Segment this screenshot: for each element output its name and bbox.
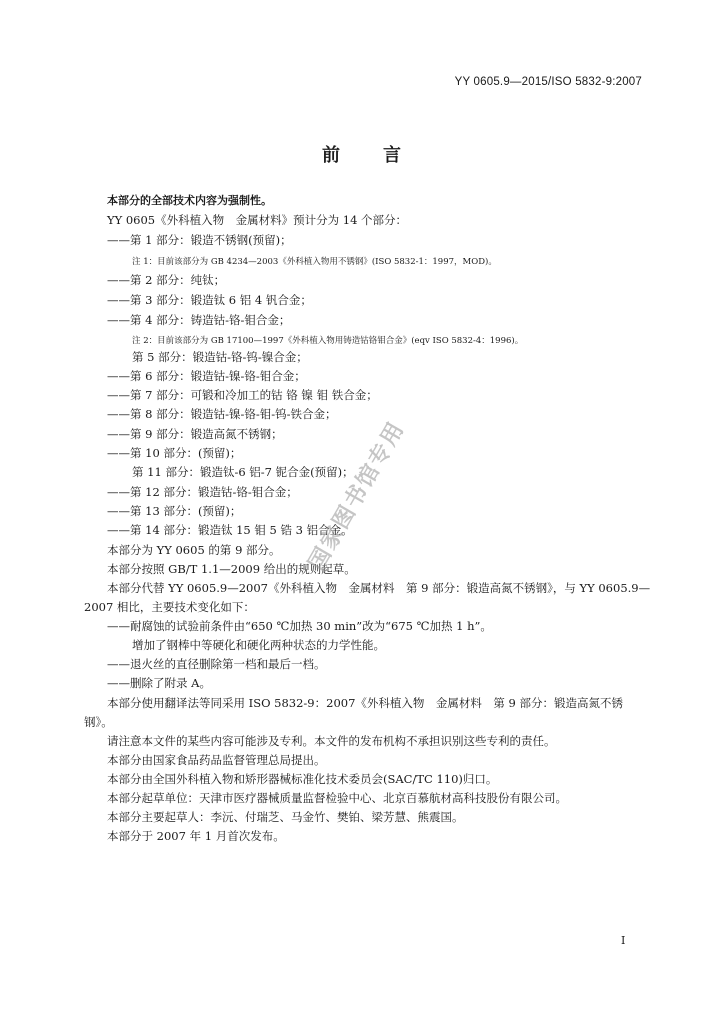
paragraph: 本部分于 2007 年 1 月首次发布。 xyxy=(107,829,285,843)
paragraph-replaces-cont: 2007 相比，主要技术变化如下： xyxy=(84,600,255,614)
paragraph-iso-cont: 钢》。 xyxy=(84,715,113,729)
page-number: I xyxy=(621,934,626,947)
list-item: ——第 4 部分：铸造钴-铬-钼合金； xyxy=(107,313,291,327)
paragraph-parts-intro: YY 0605《外科植入物 金属材料》预计分为 14 个部分： xyxy=(107,213,408,227)
note-2: 注 2：目前该部分为 GB 17100—1997《外科植入物用铸造钴铬钼合金》(eqv ISO 5832-4：1996)。 xyxy=(132,336,524,346)
paragraph: 本部分主要起草人：李沅、付瑞芝、马金竹、樊铂、梁芳慧、熊震国。 xyxy=(107,810,464,824)
paragraph-mandatory: 本部分的全部技术内容为强制性。 xyxy=(107,194,272,207)
list-item: ——第 3 部分：锻造钛 6 铝 4 钒合金； xyxy=(107,293,312,307)
list-item: ——第 10 部分：(预留)； xyxy=(107,446,242,460)
list-item: ——删除了附录 A。 xyxy=(107,676,211,690)
list-item: ——第 1 部分：锻造不锈钢(预留)； xyxy=(107,233,292,247)
note-1: 注 1：目前该部分为 GB 4234—2003《外科植入物用不锈钢》(ISO 5832-1：1997，MOD)。 xyxy=(132,257,497,267)
paragraph: 本部分由全国外科植入物和矫形器械标准化技术委员会(SAC/TC 110)归口。 xyxy=(107,772,498,786)
list-item: 增加了钢棒中等硬化和硬化两种状态的力学性能。 xyxy=(132,638,385,652)
list-item: 第 5 部分：锻造钴-铬-钨-镍合金； xyxy=(132,350,308,364)
list-item: 第 11 部分：锻造钛-6 铝-7 铌合金(预留)； xyxy=(132,465,354,479)
list-item: ——第 2 部分：纯钛； xyxy=(107,273,226,287)
list-item: ——第 7 部分：可锻和冷加工的钴 铬 镍 钼 铁合金； xyxy=(107,388,378,402)
paragraph: 本部分按照 GB/T 1.1—2009 给出的规则起草。 xyxy=(107,562,356,576)
list-item: ——第 6 部分：锻造钴-镍-铬-钼合金； xyxy=(107,369,306,383)
list-item: ——第 14 部分：锻造钛 15 钼 5 锆 3 铝合金。 xyxy=(107,523,353,537)
list-item: ——第 9 部分：锻造高氮不锈钢； xyxy=(107,427,283,441)
paragraph: 本部分起草单位：天津市医疗器械质量监督检验中心、北京百慕航材高科技股份有限公司。 xyxy=(107,791,567,805)
watermark-stamp: 国家图书馆专用 xyxy=(304,416,410,575)
paragraph-iso: 本部分使用翻译法等同采用 ISO 5832-9：2007《外科植入物 金属材料 第 9 部分：锻造高氮不锈 xyxy=(107,696,624,710)
list-item: ——第 12 部分：锻造钴-铬-钼合金； xyxy=(107,485,298,499)
paragraph-patent: 请注意本文件的某些内容可能涉及专利。本文件的发布机构不承担识别这些专利的责任。 xyxy=(107,734,556,748)
list-item: ——耐腐蚀的试验前条件由“650 ℃加热 30 min”改为“675 ℃加热 1 h”。 xyxy=(107,619,492,633)
paragraph: 本部分为 YY 0605 的第 9 部分。 xyxy=(107,543,281,557)
standard-code: YY 0605.9—2015/ISO 5832-9:2007 xyxy=(454,76,642,88)
list-item: ——第 13 部分：(预留)； xyxy=(107,504,242,518)
title-char-1: 前 xyxy=(322,145,341,166)
list-item: ——退火丝的直径删除第一档和最后一档。 xyxy=(107,657,326,671)
page-title xyxy=(0,141,724,167)
title-char-2: 言 xyxy=(383,145,402,166)
paragraph-replaces: 本部分代替 YY 0605.9—2007《外科植入物 金属材料 第 9 部分：锻造高氮不锈钢》，与 YY 0605.9— xyxy=(107,581,651,595)
list-item: ——第 8 部分：锻造钴-镍-铬-钼-钨-铁合金； xyxy=(107,407,337,421)
paragraph: 本部分由国家食品药品监督管理总局提出。 xyxy=(107,753,326,767)
